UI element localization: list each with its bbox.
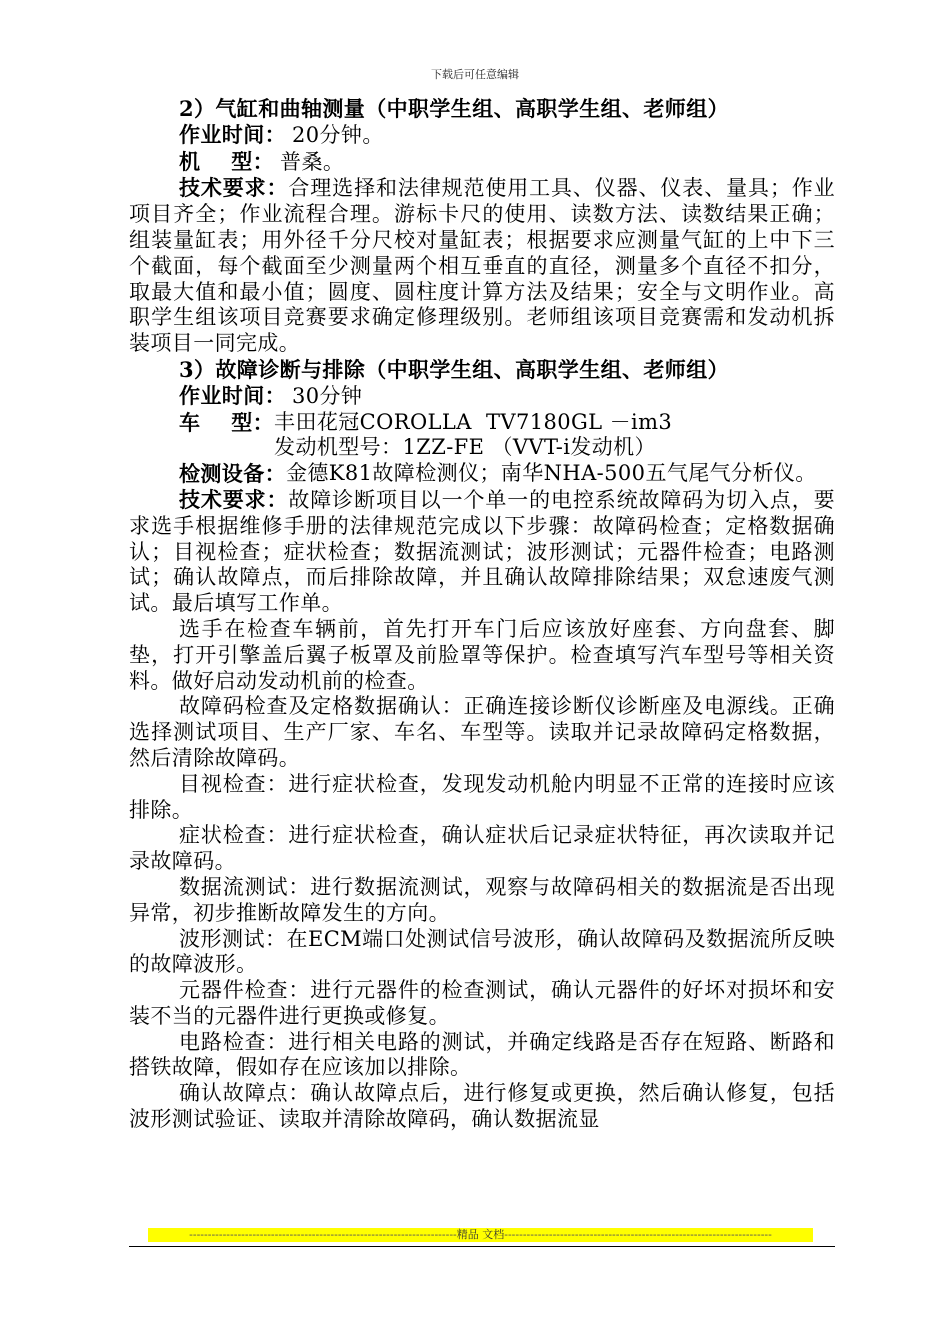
section-2-tech-label: 技术要求： [179,175,289,201]
section-3-vehicle-label: 车 型： [179,409,275,435]
section-2-title: 2）气缸和曲轴测量（中职学生组、高职学生组、老师组） [179,96,730,121]
section-2-model [179,149,835,176]
section-3-equip-value: 金德K81故障检测仪；南华NHA-500五气尾气分析仪。 [286,461,817,486]
section-3-tech-requirements [129,487,835,617]
section-3-time-value: 30分钟 [292,383,363,408]
section-3-tech-text: 故障诊断项目以一个单一的电控系统故障码为切入点，要求选手根据维修手册的法律规范完成以下步骤：故障码检查；定格数据确认；目视检查；症状检查；数据流测试；波形测试；元器件检查；电路测试；确认故障点，而后排除故障，并且确认故障排除结果；双怠速废气测试。最后填写工作单。 [129,487,836,616]
section-2-time-label: 作业时间： [179,121,286,147]
section-3-time-label: 作业时间： [179,382,286,408]
section-3-equipment [179,461,835,487]
section-2-time [179,122,835,149]
section-2-tech-text: 合理选择和法律规范使用工具、仪器、仪表、量具；作业项目齐全；作业流程合理。游标卡尺的使用、读数方法、读数结果正确；组装量缸表；用外径千分尺校对量缸表；根据要求应测量气缸的上中下三个截面，每个截面至少测量两个相互垂直的直径，测量多个直径不扣分，取最大值和最小值；圆度、圆柱度计算方法及结果；安全与文明作业。高职学生组该项目竞赛要求确定修理级别。老师组该项目竞赛需和发动机拆装项目一同完成。 [129,176,836,356]
paragraph-circuit-check: 电路检查：进行相关电路的测试，并确定线路是否存在短路、断路和搭铁故障，假如存在应该加以排除。 [129,1029,835,1080]
section-2-time-value: 20分钟。 [292,122,384,147]
section-3-vehicle-model: 丰田花冠COROLLA TV7180GL －im3 [274,409,673,434]
footer-rule [129,1246,835,1247]
section-2-tech-requirements [129,175,835,357]
paragraph-dtc-check: 故障码检查及定格数据确认：正确连接诊断仪诊断座及电源线。正确选择测试项目、生产厂家、车名、车型等。读取并记录故障码定格数据，然后清除故障码。 [129,694,835,770]
footer-banner: ------------------------------------------------------------------------精品 文档------------------------------------------------------------------------ [148,1228,813,1242]
paragraph-data-stream: 数据流测试：进行数据流测试，观察与故障码相关的数据流是否出现异常，初步推断故障发生的方向。 [129,874,835,925]
paragraph-waveform: 波形测试：在ECM端口处测试信号波形，确认故障码及数据流所反映的故障波形。 [129,926,835,977]
section-2-model-label: 机 型： [179,148,275,174]
footer-text: 精品 文档 [456,1228,505,1241]
section-3-equip-label: 检测设备： [179,461,286,487]
section-3-time [179,383,835,410]
section-3-title: 3）故障诊断与排除（中职学生组、高职学生组、老师组） [179,356,730,382]
paragraph-confirm-fault: 确认故障点：确认故障点后，进行修复或更换，然后确认修复，包括波形测试验证、读取并清除故障码，确认数据流显 [129,1081,835,1132]
paragraph-preparation: 选手在检查车辆前，首先打开车门后应该放好座套、方向盘套、脚垫，打开引擎盖后翼子板罩及前脸罩等保护。检查填写汽车型号等相关资料。做好启动发动机前的检查。 [129,616,835,693]
section-3-engine-model: 发动机型号：1ZZ-FE （VVT-i发动机） [274,435,656,460]
section-3-tech-label: 技术要求： [179,486,289,512]
section-2-model-value: 普桑。 [280,149,345,174]
paragraph-component-check: 元器件检查：进行元器件的检查测试，确认元器件的好坏对损坏和安装不当的元器件进行更换或修复。 [129,978,835,1028]
section-3-vehicle-value [274,410,835,462]
section-3-vehicle [179,410,835,462]
paragraph-symptom-check: 症状检查：进行症状检查，确认症状后记录症状特征，再次读取并记录故障码。 [129,823,835,874]
header-note: 下载后可任意编辑 [431,68,519,81]
paragraph-visual-check: 目视检查：进行症状检查，发现发动机舱内明显不正常的连接时应该排除。 [129,771,835,822]
document-body [129,96,835,1133]
